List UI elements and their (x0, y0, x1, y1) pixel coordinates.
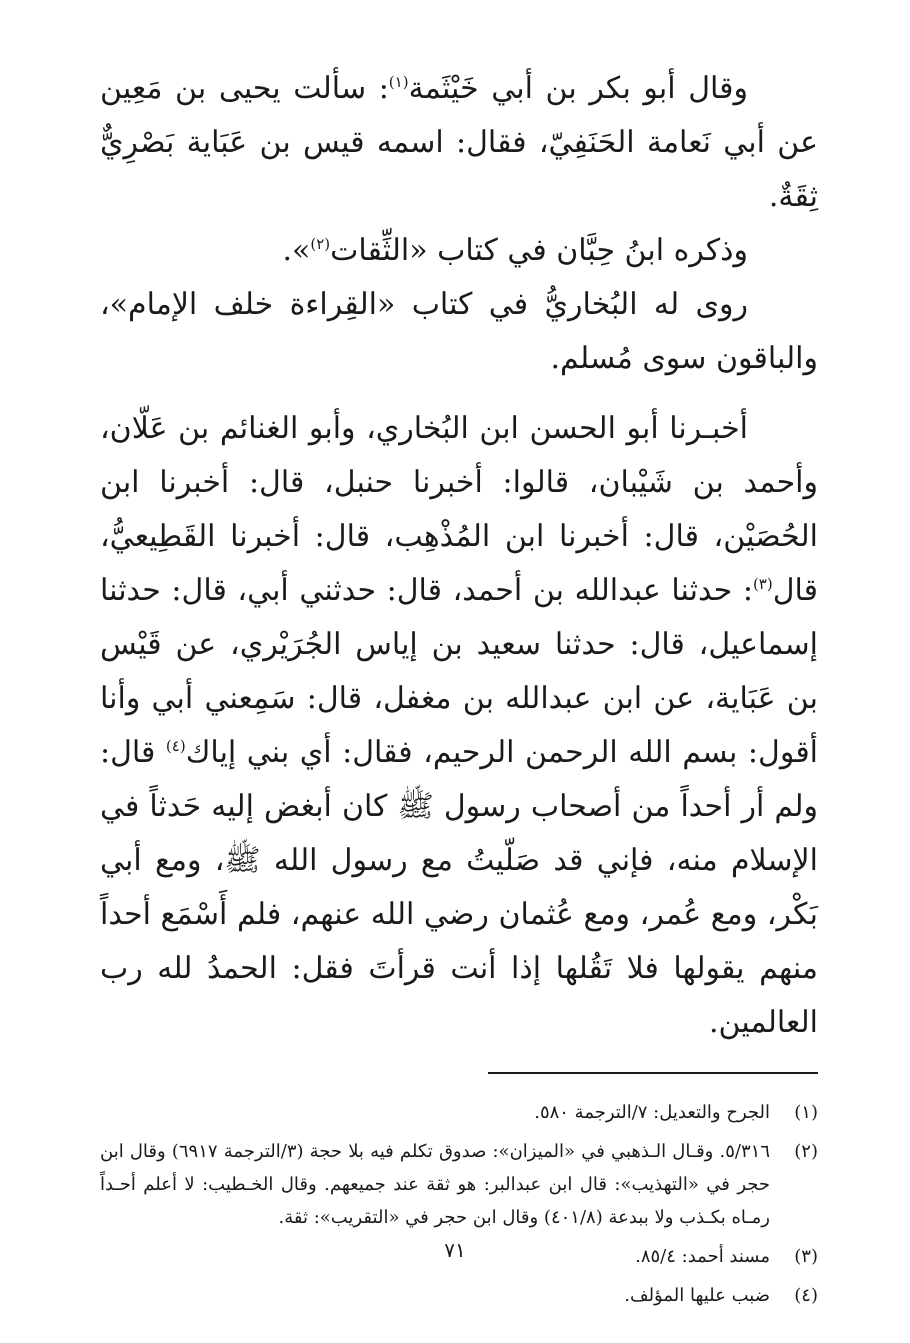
paragraph-text: : سألت يحيى بن مَعِين عن أبي نَعامة الحَنَفِيّ، فقال: اسمه قيس بن عَبَاية بَصْرِيٌّ ثِقَةٌ. (100, 71, 818, 214)
footnote-text: ضبب عليها المؤلف. (624, 1285, 770, 1306)
paragraph-text: وذكره ابنُ حِبَّان في كتاب «الثِّقات (330, 233, 748, 268)
footnote-item (100, 1135, 818, 1234)
footnote-number: (٣) (794, 1246, 818, 1267)
paragraph-text: قال: ولم أر أحداً من أصحاب رسول ﷺ كان أبغض إليه حَدثاً في الإسلام منه، فإني قد صَلّيتُ مع رسول الله ﷺ، ومع أبي بَكْر، ومع عُمر، ومع عُثمان رضي الله عنهم، فلم أَسْمَع أحداً منهم يقولها فلا تَقُلها إذا أنت قرأتَ فقل: الحمدُ لله رب العالمين. (100, 735, 818, 1040)
footnote-number: (٢) (794, 1141, 818, 1162)
paragraph-text: روى له البُخاريُّ في كتاب «القِراءة خلف الإمام»، والباقون سوى مُسلم. (100, 287, 818, 376)
footnote-number: (٤) (794, 1285, 818, 1306)
footnote-number: (١) (794, 1102, 818, 1123)
footnote-ref-4[interactable]: (٤) (165, 737, 186, 755)
footnote-item (100, 1279, 818, 1312)
footnote-text: ٥/٣١٦. وقـال الـذهبي في «الميزان»: صدوق تكلم فيه بلا حجة (٣/الترجمة ٦٩١٧) وقال ابن حجر في «التهذيب»: قال ابن عبدالبر: هو ثقة عند جميعهم. وقال الخـطيب: لا أعلم أحـداً رمـاه بكـذب ولا ببدعة (٤٠١/٨) وقال ابن حجر في «التقريب»: ثقة. (100, 1141, 770, 1228)
footnotes-section (100, 1096, 818, 1312)
paragraph-ibn-hibban (100, 224, 818, 278)
paragraph-text: وقال أبو بكر بن أبي خَيْثَمة (408, 71, 748, 106)
paragraph-text: أخبـرنا أبو الحسن ابن البُخاري، وأبو الغنائم بن عَلّان، وأحمد بن شَيْبان، قالوا: أخبرنا حنبل، قال: أخبرنا ابن الحُصَيْن، قال: أخبرنا ابن المُذْهِب، قال: أخبرنا القَطِيعيُّ، قال (100, 411, 818, 608)
footnote-text: مسند أحمد: ٨٥/٤. (635, 1246, 770, 1267)
paragraph-bukhari (100, 278, 818, 386)
footnote-ref-1[interactable]: (١) (388, 73, 409, 91)
footnote-ref-2[interactable]: (٢) (310, 235, 331, 253)
footnote-item (100, 1096, 818, 1129)
paragraph-isnad (100, 402, 818, 1050)
footnote-ref-3[interactable]: (٣) (752, 575, 773, 593)
footnote-text: الجرح والتعديل: ٧/الترجمة ٥٨٠. (534, 1102, 770, 1123)
spacer (100, 386, 818, 402)
page-body (100, 62, 818, 1318)
paragraph-text: : حدثنا عبدالله بن أحمد، قال: حدثني أبي، قال: حدثنا إسماعيل، قال: حدثنا سعيد بن إياس الجُرَيْري، عن قَيْس بن عَبَاية، عن ابن عبدالله بن مغفل، قال: سَمِعني أبي وأنا أقول: بسم الله الرحمن الرحيم، فقال: أي بني إياك (100, 573, 818, 770)
paragraph-abu-bakr (100, 62, 818, 224)
page-number: ٧١ (444, 1238, 466, 1262)
footnote-divider (488, 1072, 818, 1074)
paragraph-text: ». (282, 233, 311, 268)
